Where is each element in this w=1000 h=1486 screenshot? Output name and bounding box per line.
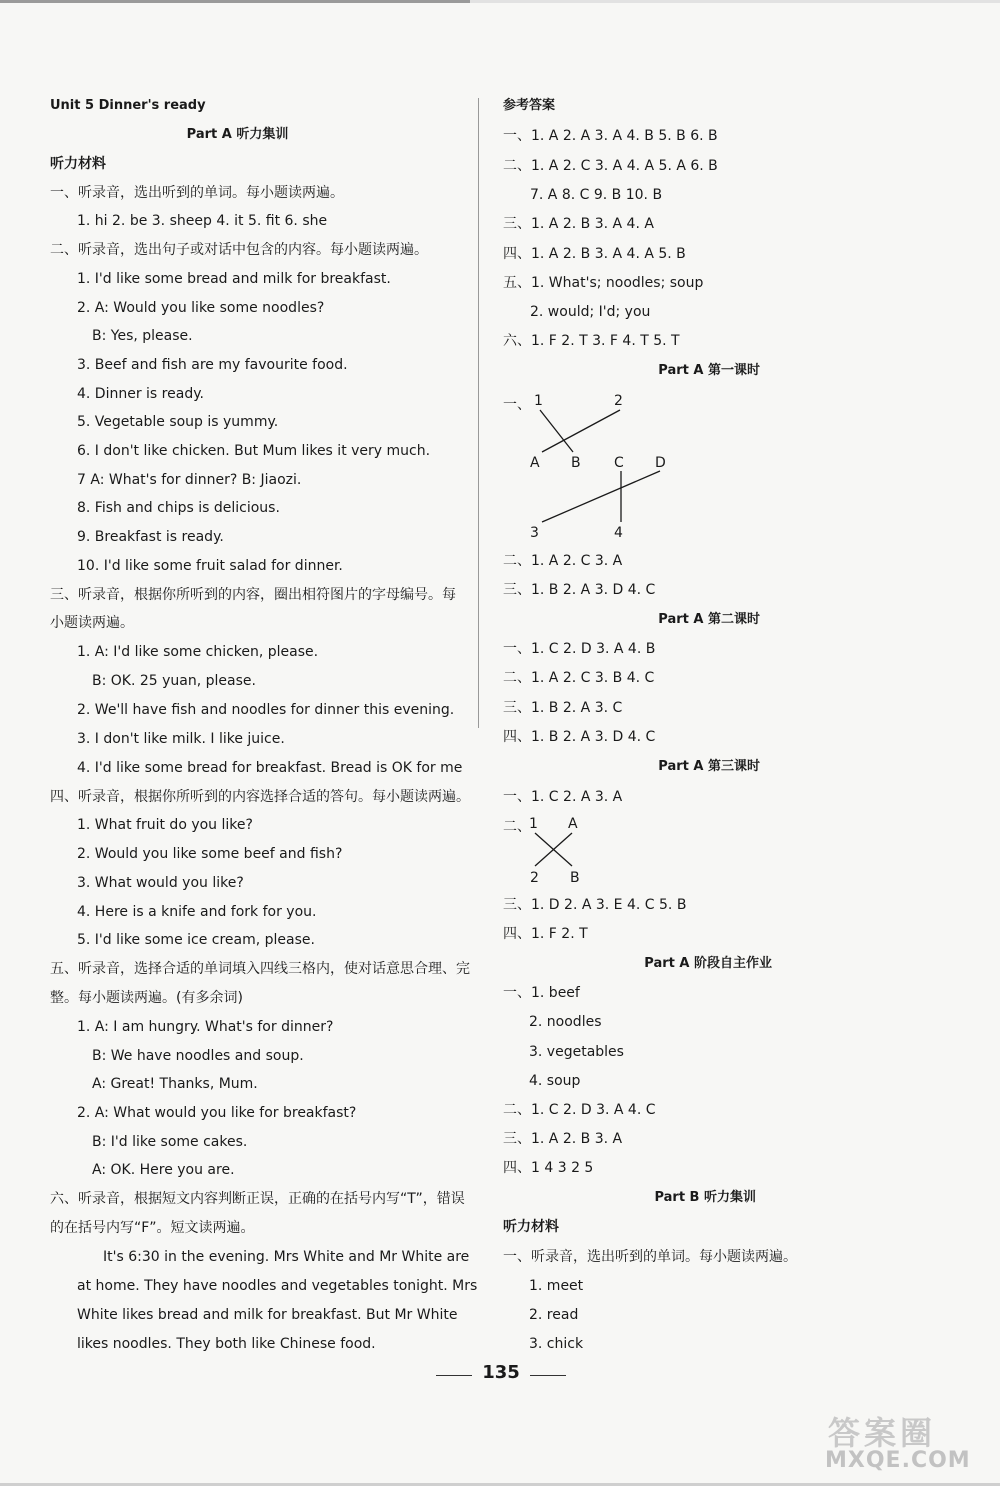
- watermark-logo: 答案圈: [828, 1414, 937, 1452]
- text-line: 3. chick: [529, 1336, 584, 1352]
- text-line: 4. Here is a knife and fork for you.: [77, 904, 317, 920]
- lesson1-q3: 三、1. B 2. A 3. D 4. C: [503, 582, 656, 598]
- label-b: B: [570, 870, 580, 886]
- answer-line: 二、1. A 2. C 3. B 4. C: [503, 670, 655, 686]
- text-line: B: Yes, please.: [92, 328, 193, 344]
- answer-line: 三、1. B 2. A 3. C: [503, 700, 623, 716]
- text-line: 一、听录音，选出听到的单词。每小题读两遍。: [50, 185, 344, 201]
- text-line: 1. hi 2. be 3. sheep 4. it 5. fit 6. she: [77, 213, 328, 229]
- text-line: 3. I don't like milk. I like juice.: [77, 731, 285, 747]
- page-number-text: 135: [482, 1362, 520, 1383]
- answer-line: 五、1. What's; noodles; soup: [503, 275, 704, 291]
- answer-line: 二、1. C 2. D 3. A 4. C: [503, 1102, 656, 1118]
- lesson3-title: Part A 第三课时: [658, 759, 760, 774]
- answer-line: 4. soup: [529, 1073, 581, 1089]
- text-line: 6. I don't like chicken. But Mum likes it very much.: [77, 443, 431, 459]
- lesson3-q4: 四、1. F 2. T: [503, 926, 588, 942]
- answer-line: 六、1. F 2. T 3. F 4. T 5. T: [503, 333, 680, 349]
- text-line: 六、听录音，根据短文内容判断正误，正确的在括号内写“T”，错误: [50, 1191, 465, 1207]
- text-line: A: Great! Thanks, Mum.: [92, 1076, 258, 1092]
- text-line: 整。每小题读两遍。(有多余词): [50, 990, 243, 1006]
- text-line: 二、听录音，选出句子或对话中包含的内容。每小题读两遍。: [50, 242, 428, 258]
- text-line: 1. What fruit do you like?: [77, 817, 253, 833]
- text-line: A: OK. Here you are.: [92, 1162, 235, 1178]
- lesson3-q2-prefix: 二、: [503, 819, 531, 835]
- top-rule: [0, 0, 1000, 3]
- text-line: 1. A: I am hungry. What's for dinner?: [77, 1019, 334, 1035]
- text-line: 10. I'd like some fruit salad for dinner.: [77, 558, 343, 574]
- text-line: 9. Breakfast is ready.: [77, 529, 224, 545]
- text-line: 2. Would you like some beef and fish?: [77, 846, 343, 862]
- lesson1-title: Part A 第一课时: [658, 363, 760, 378]
- text-line: It's 6:30 in the evening. Mrs White and Mr White are: [103, 1249, 470, 1265]
- answer-line: 7. A 8. C 9. B 10. B: [530, 187, 663, 203]
- answer-line: 四、1. A 2. B 3. A 4. A 5. B: [503, 246, 686, 262]
- lesson2-title: Part A 第二课时: [658, 612, 760, 627]
- column-divider: [478, 98, 479, 728]
- text-line: 2. read: [529, 1307, 579, 1323]
- watermark: [820, 1408, 995, 1478]
- text-line: 1. meet: [529, 1278, 584, 1294]
- label-a: A: [568, 816, 578, 832]
- lesson1-q1-prefix: 一、: [503, 397, 531, 413]
- text-line: 的在括号内写“F”。短文读两遍。: [50, 1220, 255, 1236]
- answer-line: 二、1. A 2. C 3. A 4. A 5. A 6. B: [503, 158, 718, 174]
- label-4: 4: [614, 525, 623, 541]
- text-line: 三、听录音，根据你所听到的内容，圈出相符图片的字母编号。每: [50, 587, 456, 603]
- lesson3-q3: 三、1. D 2. A 3. E 4. C 5. B: [503, 897, 687, 913]
- answers-title: 参考答案: [503, 98, 556, 113]
- answer-line: 2. noodles: [529, 1014, 602, 1030]
- text-line: B: We have noodles and soup.: [92, 1048, 304, 1064]
- answer-line: 3. vegetables: [529, 1044, 624, 1060]
- watermark-url: MXQE.COM: [825, 1448, 971, 1473]
- text-line: 3. What would you like?: [77, 875, 244, 891]
- text-line: 五、听录音，选择合适的单词填入四线三格内，使对话意思合理、完: [50, 961, 470, 977]
- page-number: [436, 1362, 566, 1388]
- text-line: 2. We'll have fish and noodles for dinner this evening.: [77, 702, 455, 718]
- matching-diagram-2: [520, 808, 600, 886]
- label-3: 3: [530, 525, 539, 541]
- lesson3-q1: 一、1. C 2. A 3. A: [503, 789, 623, 805]
- answer-line: 2. would; I'd; you: [530, 304, 651, 320]
- label-1: 1: [534, 393, 543, 409]
- text-line: 2. A: Would you like some noodles?: [77, 300, 325, 316]
- label-2: 2: [530, 870, 539, 886]
- section-title: Part A 听力集训: [186, 127, 289, 142]
- text-line: 一、听录音，选出听到的单词。每小题读两遍。: [503, 1249, 797, 1265]
- label-d: D: [655, 455, 666, 471]
- text-line: 4. Dinner is ready.: [77, 386, 204, 402]
- text-line: 8. Fish and chips is delicious.: [77, 500, 280, 516]
- text-line: B: OK. 25 yuan, please.: [92, 673, 256, 689]
- answer-line: 一、1. C 2. D 3. A 4. B: [503, 641, 656, 657]
- text-line: 5. Vegetable soup is yummy.: [77, 414, 279, 430]
- match-line: [542, 471, 660, 522]
- answer-line: 一、1. beef: [503, 985, 580, 1001]
- text-line: 3. Beef and fish are my favourite food.: [77, 357, 348, 373]
- text-line: at home. They have noodles and vegetables tonight. Mrs: [77, 1278, 478, 1294]
- match-line: [542, 410, 620, 452]
- text-line: 4. I'd like some bread for breakfast. Bread is OK for me: [77, 760, 463, 776]
- label-a: A: [530, 455, 540, 471]
- answer-line: 一、1. A 2. A 3. A 4. B 5. B 6. B: [503, 128, 718, 144]
- partb-title: Part B 听力集训: [654, 1190, 756, 1205]
- answer-line: 三、1. A 2. B 3. A: [503, 1131, 623, 1147]
- homework-title: Part A 阶段自主作业: [644, 956, 772, 971]
- text-line: likes noodles. They both like Chinese food.: [77, 1336, 376, 1352]
- partb-materials-label: 听力材料: [503, 1219, 559, 1235]
- text-line: 2. A: What would you like for breakfast?: [77, 1105, 357, 1121]
- matching-diagram-1: [520, 388, 680, 548]
- label-2: 2: [614, 393, 623, 409]
- text-line: 小题读两遍。: [50, 615, 134, 631]
- label-1: 1: [529, 816, 538, 832]
- answer-line: 四、1. B 2. A 3. D 4. C: [503, 729, 656, 745]
- text-line: 1. A: I'd like some chicken, please.: [77, 644, 319, 660]
- text-line: 5. I'd like some ice cream, please.: [77, 932, 315, 948]
- text-line: B: I'd like some cakes.: [92, 1134, 248, 1150]
- text-line: 7 A: What's for dinner? B: Jiaozi.: [77, 472, 302, 488]
- answer-line: 三、1. A 2. B 3. A 4. A: [503, 216, 654, 232]
- label-b: B: [571, 455, 581, 471]
- unit-title: Unit 5 Dinner's ready: [50, 98, 206, 113]
- match-line: [540, 410, 573, 452]
- lesson1-q2: 二、1. A 2. C 3. A: [503, 553, 623, 569]
- materials-label: 听力材料: [50, 156, 106, 172]
- text-line: 1. I'd like some bread and milk for breakfast.: [77, 271, 391, 287]
- label-c: C: [614, 455, 624, 471]
- text-line: 四、听录音，根据你所听到的内容选择合适的答句。每小题读两遍。: [50, 789, 470, 805]
- answer-line: 四、1 4 3 2 5: [503, 1160, 594, 1176]
- text-line: White likes bread and milk for breakfast. But Mr White: [77, 1307, 458, 1323]
